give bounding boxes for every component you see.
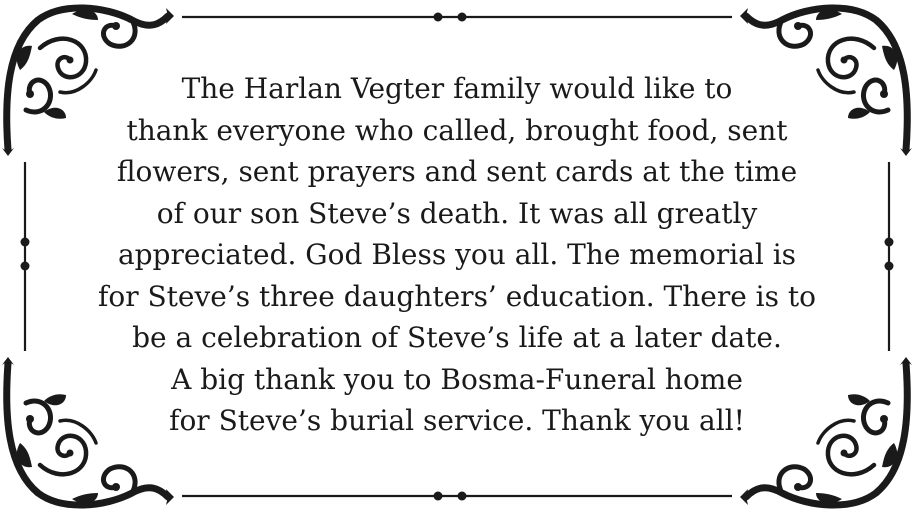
message-line: A big thank you to Bosma-Funeral home bbox=[171, 362, 743, 396]
message-line: be a celebration of Steve’s life at a later date. bbox=[132, 321, 782, 354]
message-line: thank everyone who called, brought food, sent bbox=[126, 113, 788, 147]
message-line: for Steve’s three daughters’ education. There is to bbox=[97, 279, 817, 313]
thank-you-message bbox=[70, 68, 844, 442]
message-line: appreciated. God Bless you all. The memorial is bbox=[117, 238, 797, 271]
message-line: of our son Steve’s death. It was all greatly bbox=[156, 196, 758, 230]
message-line: The Harlan Vegter family would like to bbox=[181, 72, 733, 105]
message-line: flowers, sent prayers and sent cards at the time bbox=[116, 155, 798, 188]
message-line: for Steve’s burial service. Thank you all! bbox=[169, 404, 745, 437]
